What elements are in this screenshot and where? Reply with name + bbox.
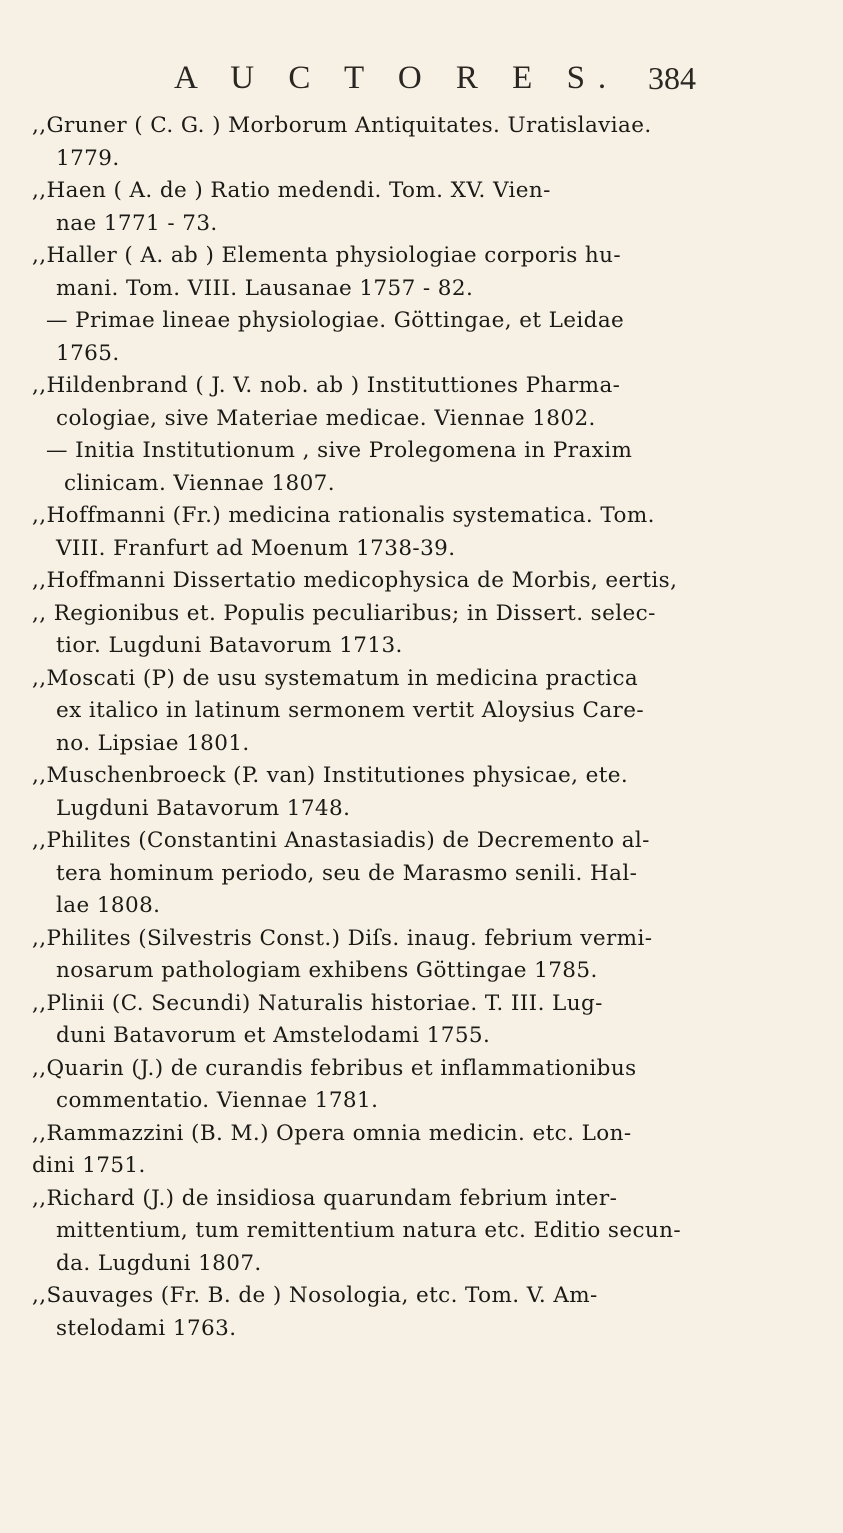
entry-line: ,,Philites (Constantini Anastasiadis) de Decremento al-	[32, 828, 650, 853]
bibliography-entry	[0, 923, 843, 988]
entry-line: cologiae, sive Materiae medicae. Viennae 1802.	[56, 405, 596, 431]
bibliography-entry	[0, 1183, 843, 1281]
entry-line: ex italico in latinum sermonem vertit Aloysius Care-	[56, 698, 645, 723]
bibliography-entry	[0, 663, 843, 761]
entry-line: mani. Tom. VIII. Lausanae 1757 - 82.	[56, 275, 474, 301]
entry-line: duni Batavorum et Amstelodami 1755.	[56, 1023, 491, 1048]
bibliography-entry	[0, 988, 843, 1053]
entry-line: — Initia Institutionum , sive Prolegomena in Praxim	[46, 438, 633, 463]
entry-line: stelodami 1763.	[56, 1315, 237, 1341]
bibliography-list	[0, 110, 843, 1345]
page-header	[0, 56, 843, 100]
entry-line: mittentium, tum remittentium natura etc. Editio secun-	[56, 1218, 682, 1243]
entry-line: tera hominum periodo, seu de Marasmo senili. Hal-	[56, 860, 638, 886]
bibliography-entry	[0, 565, 843, 663]
entry-line: ,,Gruner ( C. G. ) Morborum Antiquitates. Uratislaviae.	[32, 113, 652, 138]
entry-line: 1765.	[56, 340, 120, 366]
entry-line: lae 1808.	[56, 893, 161, 918]
entry-line: da. Lugduni 1807.	[56, 1250, 262, 1276]
entry-line: ,,Philites (Silvestris Const.) Diſs. inaug. febrium vermi-	[32, 925, 653, 951]
bibliography-entry	[0, 760, 843, 825]
entry-line: commentatio. Viennae 1781.	[56, 1088, 379, 1113]
entry-line: ,,Hoffmanni Dissertatio medicophysica de Morbis, eertis,	[32, 568, 678, 593]
bibliography-entry	[0, 500, 843, 565]
entry-line: 1779.	[56, 145, 120, 171]
page-number: 384	[648, 60, 696, 96]
entry-line: ,,Moscati (P) de usu systematum in medicina practica	[32, 665, 639, 691]
bibliography-entry	[0, 1053, 843, 1118]
entry-line: ,,Richard (J.) de insidiosa quarundam febrium inter-	[32, 1185, 618, 1211]
entry-line: ,,Plinii (C. Secundi) Naturalis historiae. T. III. Lug-	[32, 990, 603, 1016]
entry-line: ,,Hildenbrand ( J. V. nob. ab ) Instituttiones Pharma-	[32, 373, 621, 398]
bibliography-entry	[0, 175, 843, 240]
entry-line: ,,Sauvages (Fr. B. de ) Nosologia, etc. Tom. V. Am-	[32, 1283, 598, 1308]
bibliography-entry	[0, 1280, 843, 1345]
entry-line: no. Lipsiae 1801.	[56, 730, 250, 756]
entry-line: ,,Haen ( A. de ) Ratio medendi. Tom. XV. Vien-	[32, 178, 551, 203]
entry-line: — Primae lineae physiologiae. Göttingae, et Leidae	[46, 308, 625, 333]
entry-line: Lugduni Batavorum 1748.	[56, 795, 351, 821]
bibliography-entry	[0, 110, 843, 175]
entry-line: ,,Rammazzini (B. M.) Opera omnia medicin. etc. Lon-	[32, 1120, 632, 1146]
entry-line: ,,Muschenbroeck (P. van) Institutiones physicae, ete.	[32, 763, 629, 788]
bibliography-entry	[0, 305, 843, 370]
running-title: A U C T O R E S.	[174, 60, 620, 96]
entry-line: ,, Regionibus et. Populis peculiaribus; in Dissert. selec-	[32, 600, 656, 626]
entry-line: dini 1751.	[32, 1153, 146, 1178]
entry-line: ,,Quarin (J.) de curandis febribus et inflammationibus	[32, 1055, 637, 1081]
bibliography-entry	[0, 825, 843, 923]
entry-line: tior. Lugduni Batavorum 1713.	[56, 633, 403, 658]
entry-line: ,,Hoffmanni (Fr.) medicina rationalis systematica. Tom.	[32, 503, 655, 528]
bibliography-entry	[0, 1118, 843, 1183]
entry-line: clinicam. Viennae 1807.	[64, 470, 336, 496]
entry-line: nae 1771 - 73.	[56, 210, 218, 236]
entry-line: nosarum pathologiam exhibens Göttingae 1785.	[56, 958, 598, 983]
entry-line: ,,Haller ( A. ab ) Elementa physiologiae corporis hu-	[32, 243, 622, 268]
entry-line: VIII. Franfurt ad Moenum 1738-39.	[56, 535, 456, 561]
bibliography-entry	[0, 435, 843, 500]
bibliography-entry	[0, 240, 843, 305]
bibliography-entry	[0, 370, 843, 435]
